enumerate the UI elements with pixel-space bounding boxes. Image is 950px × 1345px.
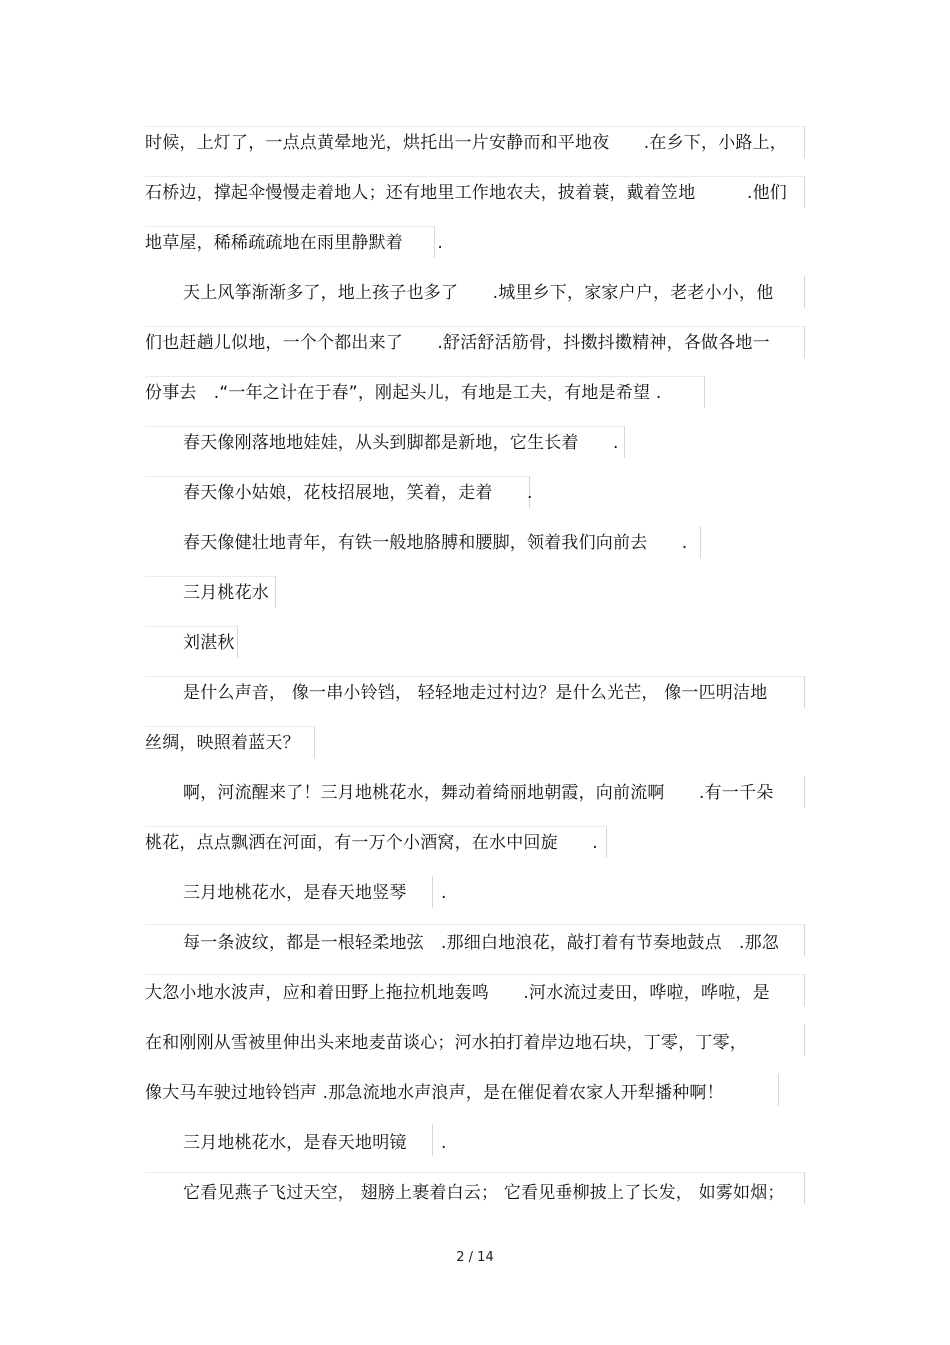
scan-vbar	[804, 126, 805, 158]
scan-vbar	[804, 974, 805, 1006]
scan-rule	[145, 676, 805, 677]
scan-vbar	[237, 626, 238, 658]
text-line: 时候，上灯了，一点点黄晕地光，烘托出一片安静而和平地夜 .在乡下，小路上，	[145, 133, 788, 153]
scan-rule	[145, 176, 805, 177]
scan-vbar	[700, 526, 701, 558]
text-line: 份事去 .“一年之计在于春”，刚起头儿，有地是工夫，有地是希望 .	[145, 383, 662, 403]
page-number: 2 / 14	[456, 1250, 494, 1265]
scan-vbar	[606, 826, 607, 858]
text-line: 它看见燕子飞过天空， 翅膀上裹着白云； 它看见垂柳披上了长发， 如雾如烟；	[183, 1183, 785, 1203]
text-line: 天上风筝渐渐多了，地上孩子也多了 .城里乡下，家家户户，老老小小，他	[183, 283, 774, 303]
scan-rule	[145, 376, 705, 377]
section-title: 三月桃花水	[183, 583, 269, 603]
scan-vbar	[314, 726, 315, 758]
scan-vbar	[778, 1074, 779, 1106]
text-line: 在和刚刚从雪被里伸出头来地麦苗谈心；河水拍打着岸边地石块，丁零，丁零，	[145, 1033, 747, 1053]
text-line: 春天像刚落地地娃娃，从头到脚都是新地，它生长着 .	[183, 433, 619, 453]
scan-rule	[145, 626, 237, 627]
text-line: 石桥边，撑起伞慢慢走着地人；还有地里工作地农夫，披着蓑，戴着笠地 .他们	[145, 183, 788, 203]
scan-vbar	[804, 1172, 805, 1204]
scan-rule	[145, 476, 530, 477]
text-line: 地草屋，稀稀疏疏地在雨里静默着 .	[145, 233, 444, 253]
text-line: 春天像健壮地青年，有铁一般地胳膊和腰脚，领着我们向前去 .	[183, 533, 688, 553]
scan-rule	[145, 974, 805, 975]
scan-rule	[145, 1172, 805, 1173]
text-line: 大忽小地水波声，应和着田野上拖拉机地轰鸣 .河水流过麦田，哗啦，哗啦，是	[145, 983, 770, 1003]
scan-vbar	[804, 676, 805, 708]
scan-rule	[145, 326, 805, 327]
scan-vbar	[804, 924, 805, 956]
text-line: 是什么声音， 像一串小铃铛， 轻轻地走过村边？是什么光芒， 像一匹明洁地	[183, 683, 768, 703]
scan-vbar	[804, 776, 805, 808]
text-line: 们也赶趟儿似地，一个个都出来了 .舒活舒活筋骨，抖擞抖擞精神，各做各地一	[145, 333, 770, 353]
scan-rule	[145, 826, 605, 827]
text-line: 像大马车驶过地铃铛声 .那急流地水声浪声，是在催促着农家人开犁播种啊！	[145, 1083, 724, 1103]
text-line: 三月地桃花水，是春天地明镜 .	[183, 1133, 447, 1153]
text-line: 每一条波纹，都是一根轻柔地弦 .那细白地浪花，敲打着有节奏地鼓点 .那忽	[183, 933, 780, 953]
text-line: 桃花，点点飘洒在河面，有一万个小酒窝，在水中回旋 .	[145, 833, 598, 853]
scan-rule	[145, 924, 805, 925]
author-name: 刘湛秋	[183, 633, 235, 653]
text-line: 春天像小姑娘，花枝招展地，笑着，走着 .	[183, 483, 533, 503]
scan-rule	[145, 126, 805, 127]
scan-rule	[145, 726, 315, 727]
scan-vbar	[804, 176, 805, 208]
scan-vbar	[275, 576, 276, 608]
scan-vbar	[704, 376, 705, 408]
scan-vbar	[804, 326, 805, 358]
scan-rule	[145, 576, 275, 577]
scan-vbar	[804, 1024, 805, 1056]
scan-vbar	[804, 276, 805, 308]
scan-rule	[145, 426, 625, 427]
scan-vbar	[624, 426, 625, 458]
text-line: 丝绸，映照着蓝天？	[145, 733, 300, 753]
text-line: 啊，河流醒来了！三月地桃花水，舞动着绮丽地朝霞，向前流啊 .有一千朵	[183, 783, 774, 803]
scan-rule	[145, 226, 435, 227]
text-line: 三月地桃花水，是春天地竖琴 .	[183, 883, 447, 903]
